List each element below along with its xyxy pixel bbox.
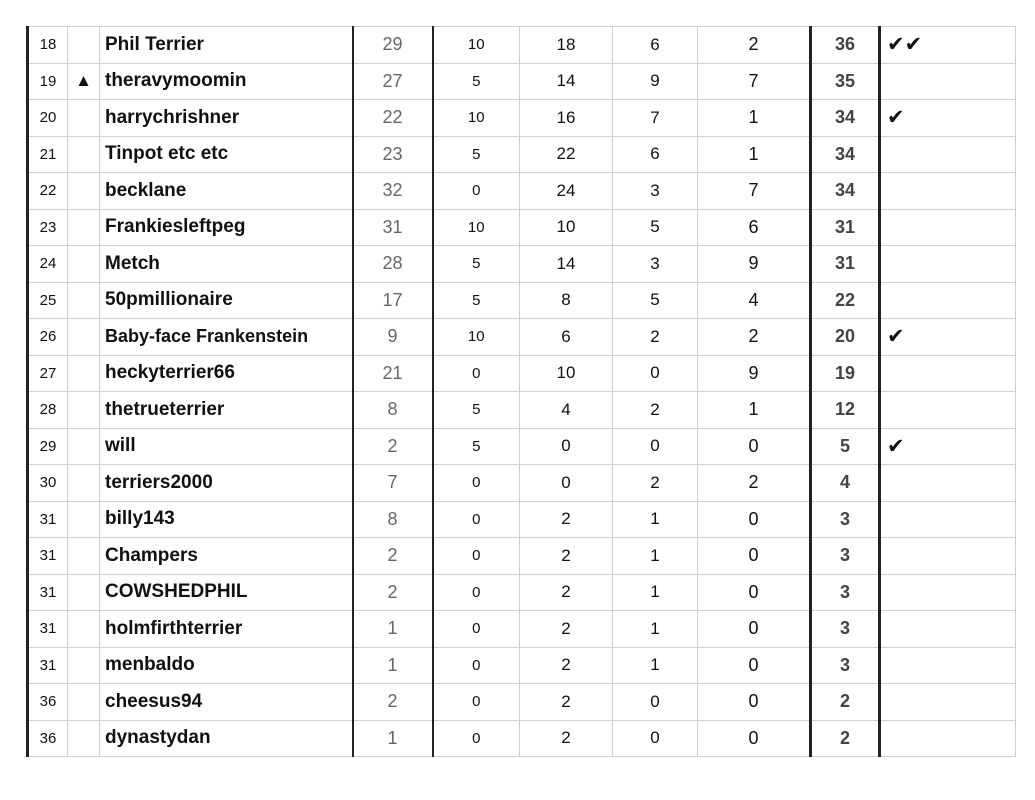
- stat-col5-cell: 9: [698, 355, 811, 392]
- stat-col4-cell: 1: [613, 538, 698, 575]
- stat-col2-cell: 0: [433, 173, 520, 210]
- table-row: [28, 209, 1016, 246]
- table-row: [28, 27, 1016, 64]
- table-row: [28, 538, 1016, 575]
- stat-col4-cell: 2: [613, 319, 698, 356]
- total-points-cell: 3: [811, 501, 880, 538]
- position-cell: 25: [28, 282, 68, 319]
- stat-col4-cell: 6: [613, 136, 698, 173]
- movement-indicator-cell: [68, 246, 100, 283]
- stat-col1-cell: 27: [353, 63, 433, 100]
- position-cell: 27: [28, 355, 68, 392]
- stat-col5-cell: 0: [698, 538, 811, 575]
- stat-col3-cell: 22: [520, 136, 613, 173]
- player-name-cell: menbaldo: [100, 647, 353, 684]
- stat-col4-cell: 0: [613, 428, 698, 465]
- stat-col5-cell: 0: [698, 647, 811, 684]
- total-points-cell: 36: [811, 27, 880, 64]
- total-points-cell: 4: [811, 465, 880, 502]
- table-row: [28, 720, 1016, 757]
- stat-col5-cell: 0: [698, 684, 811, 721]
- movement-indicator-cell: [68, 173, 100, 210]
- table-row: [28, 428, 1016, 465]
- total-points-cell: 12: [811, 392, 880, 429]
- player-name-cell: Frankiesleftpeg: [100, 209, 353, 246]
- table-row: [28, 319, 1016, 356]
- stat-col4-cell: 1: [613, 574, 698, 611]
- stat-col1-cell: 7: [353, 465, 433, 502]
- stat-col5-cell: 2: [698, 27, 811, 64]
- total-points-cell: 3: [811, 647, 880, 684]
- position-cell: 24: [28, 246, 68, 283]
- tick-marks-cell: [880, 538, 1016, 575]
- total-points-cell: 19: [811, 355, 880, 392]
- position-cell: 31: [28, 574, 68, 611]
- stat-col4-cell: 0: [613, 355, 698, 392]
- tick-marks-cell: ✔✔: [880, 27, 1016, 64]
- movement-indicator-cell: [68, 319, 100, 356]
- position-cell: 29: [28, 428, 68, 465]
- stat-col2-cell: 0: [433, 538, 520, 575]
- table-row: [28, 574, 1016, 611]
- stat-col2-cell: 10: [433, 209, 520, 246]
- table-row: [28, 611, 1016, 648]
- total-points-cell: 31: [811, 246, 880, 283]
- stat-col2-cell: 0: [433, 684, 520, 721]
- stat-col3-cell: 2: [520, 501, 613, 538]
- stat-col1-cell: 32: [353, 173, 433, 210]
- player-name-cell: dynastydan: [100, 720, 353, 757]
- table-row: [28, 63, 1016, 100]
- stat-col1-cell: 23: [353, 136, 433, 173]
- stat-col3-cell: 2: [520, 538, 613, 575]
- movement-indicator-cell: [68, 355, 100, 392]
- movement-indicator-cell: [68, 611, 100, 648]
- total-points-cell: 34: [811, 173, 880, 210]
- tick-marks-cell: [880, 465, 1016, 502]
- stat-col4-cell: 2: [613, 392, 698, 429]
- tick-marks-cell: [880, 392, 1016, 429]
- stat-col1-cell: 8: [353, 392, 433, 429]
- table-row: [28, 173, 1016, 210]
- stat-col2-cell: 10: [433, 100, 520, 137]
- stat-col3-cell: 10: [520, 355, 613, 392]
- player-name-cell: cheesus94: [100, 684, 353, 721]
- total-points-cell: 3: [811, 611, 880, 648]
- position-cell: 23: [28, 209, 68, 246]
- table-row: [28, 355, 1016, 392]
- stat-col2-cell: 0: [433, 611, 520, 648]
- total-points-cell: 20: [811, 319, 880, 356]
- stat-col3-cell: 24: [520, 173, 613, 210]
- position-cell: 31: [28, 538, 68, 575]
- position-cell: 36: [28, 684, 68, 721]
- stat-col5-cell: 4: [698, 282, 811, 319]
- movement-indicator-cell: [68, 100, 100, 137]
- player-name-cell: thetrueterrier: [100, 392, 353, 429]
- movement-indicator-cell: ▲: [68, 63, 100, 100]
- stat-col3-cell: 8: [520, 282, 613, 319]
- stat-col5-cell: 1: [698, 100, 811, 137]
- stat-col2-cell: 0: [433, 355, 520, 392]
- movement-indicator-cell: [68, 684, 100, 721]
- stat-col4-cell: 5: [613, 282, 698, 319]
- movement-indicator-cell: [68, 647, 100, 684]
- stat-col4-cell: 6: [613, 27, 698, 64]
- tick-marks-cell: [880, 136, 1016, 173]
- movement-indicator-cell: [68, 392, 100, 429]
- tick-marks-cell: ✔: [880, 428, 1016, 465]
- stat-col2-cell: 5: [433, 136, 520, 173]
- stat-col1-cell: 2: [353, 428, 433, 465]
- stat-col2-cell: 0: [433, 465, 520, 502]
- total-points-cell: 22: [811, 282, 880, 319]
- stat-col1-cell: 8: [353, 501, 433, 538]
- stat-col3-cell: 16: [520, 100, 613, 137]
- position-cell: 31: [28, 611, 68, 648]
- stat-col2-cell: 5: [433, 428, 520, 465]
- tick-marks-cell: [880, 63, 1016, 100]
- stat-col4-cell: 0: [613, 720, 698, 757]
- stat-col5-cell: 0: [698, 720, 811, 757]
- player-name-cell: holmfirthterrier: [100, 611, 353, 648]
- stat-col3-cell: 0: [520, 428, 613, 465]
- stat-col1-cell: 29: [353, 27, 433, 64]
- stat-col4-cell: 3: [613, 173, 698, 210]
- stat-col5-cell: 1: [698, 392, 811, 429]
- movement-indicator-cell: [68, 465, 100, 502]
- movement-indicator-cell: [68, 501, 100, 538]
- movement-indicator-cell: [68, 428, 100, 465]
- player-name-cell: terriers2000: [100, 465, 353, 502]
- stat-col3-cell: 2: [520, 720, 613, 757]
- total-points-cell: 35: [811, 63, 880, 100]
- table-row: [28, 282, 1016, 319]
- position-cell: 26: [28, 319, 68, 356]
- table-row: [28, 246, 1016, 283]
- movement-indicator-cell: [68, 574, 100, 611]
- player-name-cell: becklane: [100, 173, 353, 210]
- stat-col2-cell: 0: [433, 574, 520, 611]
- stat-col2-cell: 5: [433, 392, 520, 429]
- table-row: [28, 684, 1016, 721]
- stat-col5-cell: 2: [698, 465, 811, 502]
- tick-marks-cell: [880, 209, 1016, 246]
- player-name-cell: will: [100, 428, 353, 465]
- position-cell: 31: [28, 501, 68, 538]
- player-name-cell: 50pmillionaire: [100, 282, 353, 319]
- stat-col2-cell: 0: [433, 501, 520, 538]
- stat-col3-cell: 2: [520, 647, 613, 684]
- stat-col1-cell: 31: [353, 209, 433, 246]
- stat-col5-cell: 0: [698, 611, 811, 648]
- stat-col4-cell: 3: [613, 246, 698, 283]
- stat-col4-cell: 7: [613, 100, 698, 137]
- stat-col1-cell: 9: [353, 319, 433, 356]
- stat-col1-cell: 1: [353, 647, 433, 684]
- movement-indicator-cell: [68, 209, 100, 246]
- position-cell: 28: [28, 392, 68, 429]
- stat-col5-cell: 6: [698, 209, 811, 246]
- stat-col3-cell: 4: [520, 392, 613, 429]
- total-points-cell: 3: [811, 574, 880, 611]
- stat-col5-cell: 7: [698, 63, 811, 100]
- league-table-container: [26, 26, 1014, 757]
- position-cell: 31: [28, 647, 68, 684]
- movement-indicator-cell: [68, 720, 100, 757]
- stat-col2-cell: 10: [433, 319, 520, 356]
- stat-col1-cell: 1: [353, 611, 433, 648]
- position-cell: 22: [28, 173, 68, 210]
- table-row: [28, 392, 1016, 429]
- stat-col5-cell: 0: [698, 574, 811, 611]
- stat-col4-cell: 1: [613, 647, 698, 684]
- stat-col3-cell: 14: [520, 63, 613, 100]
- table-row: [28, 100, 1016, 137]
- table-row: [28, 647, 1016, 684]
- stat-col1-cell: 2: [353, 574, 433, 611]
- stat-col4-cell: 2: [613, 465, 698, 502]
- league-table-body: [28, 27, 1016, 757]
- player-name-cell: Baby-face Frankenstein: [100, 319, 353, 356]
- league-table: [26, 26, 1016, 757]
- tick-marks-cell: [880, 684, 1016, 721]
- movement-indicator-cell: [68, 27, 100, 64]
- position-cell: 21: [28, 136, 68, 173]
- position-cell: 20: [28, 100, 68, 137]
- total-points-cell: 34: [811, 136, 880, 173]
- player-name-cell: Phil Terrier: [100, 27, 353, 64]
- stat-col2-cell: 0: [433, 647, 520, 684]
- player-name-cell: COWSHEDPHIL: [100, 574, 353, 611]
- tick-marks-cell: [880, 501, 1016, 538]
- stat-col1-cell: 28: [353, 246, 433, 283]
- stat-col4-cell: 5: [613, 209, 698, 246]
- stat-col4-cell: 0: [613, 684, 698, 721]
- player-name-cell: billy143: [100, 501, 353, 538]
- tick-marks-cell: [880, 647, 1016, 684]
- tick-marks-cell: ✔: [880, 319, 1016, 356]
- stat-col1-cell: 21: [353, 355, 433, 392]
- stat-col2-cell: 5: [433, 63, 520, 100]
- total-points-cell: 2: [811, 720, 880, 757]
- stat-col3-cell: 10: [520, 209, 613, 246]
- tick-marks-cell: [880, 611, 1016, 648]
- tick-marks-cell: [880, 282, 1016, 319]
- total-points-cell: 34: [811, 100, 880, 137]
- stat-col5-cell: 0: [698, 501, 811, 538]
- table-row: [28, 465, 1016, 502]
- stat-col2-cell: 5: [433, 246, 520, 283]
- stat-col3-cell: 14: [520, 246, 613, 283]
- stat-col1-cell: 2: [353, 538, 433, 575]
- player-name-cell: Metch: [100, 246, 353, 283]
- stat-col3-cell: 2: [520, 684, 613, 721]
- stat-col5-cell: 7: [698, 173, 811, 210]
- player-name-cell: theravymoomin: [100, 63, 353, 100]
- stat-col3-cell: 2: [520, 574, 613, 611]
- stat-col5-cell: 1: [698, 136, 811, 173]
- stat-col5-cell: 9: [698, 246, 811, 283]
- player-name-cell: Tinpot etc etc: [100, 136, 353, 173]
- movement-indicator-cell: [68, 538, 100, 575]
- tick-marks-cell: [880, 574, 1016, 611]
- table-row: [28, 501, 1016, 538]
- player-name-cell: heckyterrier66: [100, 355, 353, 392]
- position-cell: 19: [28, 63, 68, 100]
- tick-marks-cell: [880, 173, 1016, 210]
- position-cell: 36: [28, 720, 68, 757]
- tick-marks-cell: [880, 720, 1016, 757]
- stat-col5-cell: 2: [698, 319, 811, 356]
- position-cell: 30: [28, 465, 68, 502]
- stat-col3-cell: 0: [520, 465, 613, 502]
- position-cell: 18: [28, 27, 68, 64]
- table-row: [28, 136, 1016, 173]
- movement-indicator-cell: [68, 282, 100, 319]
- stat-col2-cell: 5: [433, 282, 520, 319]
- total-points-cell: 3: [811, 538, 880, 575]
- stat-col2-cell: 10: [433, 27, 520, 64]
- stat-col1-cell: 1: [353, 720, 433, 757]
- total-points-cell: 5: [811, 428, 880, 465]
- stat-col1-cell: 22: [353, 100, 433, 137]
- total-points-cell: 31: [811, 209, 880, 246]
- stat-col1-cell: 2: [353, 684, 433, 721]
- tick-marks-cell: [880, 246, 1016, 283]
- player-name-cell: Champers: [100, 538, 353, 575]
- stat-col4-cell: 9: [613, 63, 698, 100]
- stat-col3-cell: 2: [520, 611, 613, 648]
- stat-col3-cell: 6: [520, 319, 613, 356]
- stat-col4-cell: 1: [613, 611, 698, 648]
- player-name-cell: harrychrishner: [100, 100, 353, 137]
- stat-col5-cell: 0: [698, 428, 811, 465]
- total-points-cell: 2: [811, 684, 880, 721]
- stat-col1-cell: 17: [353, 282, 433, 319]
- tick-marks-cell: [880, 355, 1016, 392]
- movement-indicator-cell: [68, 136, 100, 173]
- stat-col2-cell: 0: [433, 720, 520, 757]
- stat-col3-cell: 18: [520, 27, 613, 64]
- stat-col4-cell: 1: [613, 501, 698, 538]
- tick-marks-cell: ✔: [880, 100, 1016, 137]
